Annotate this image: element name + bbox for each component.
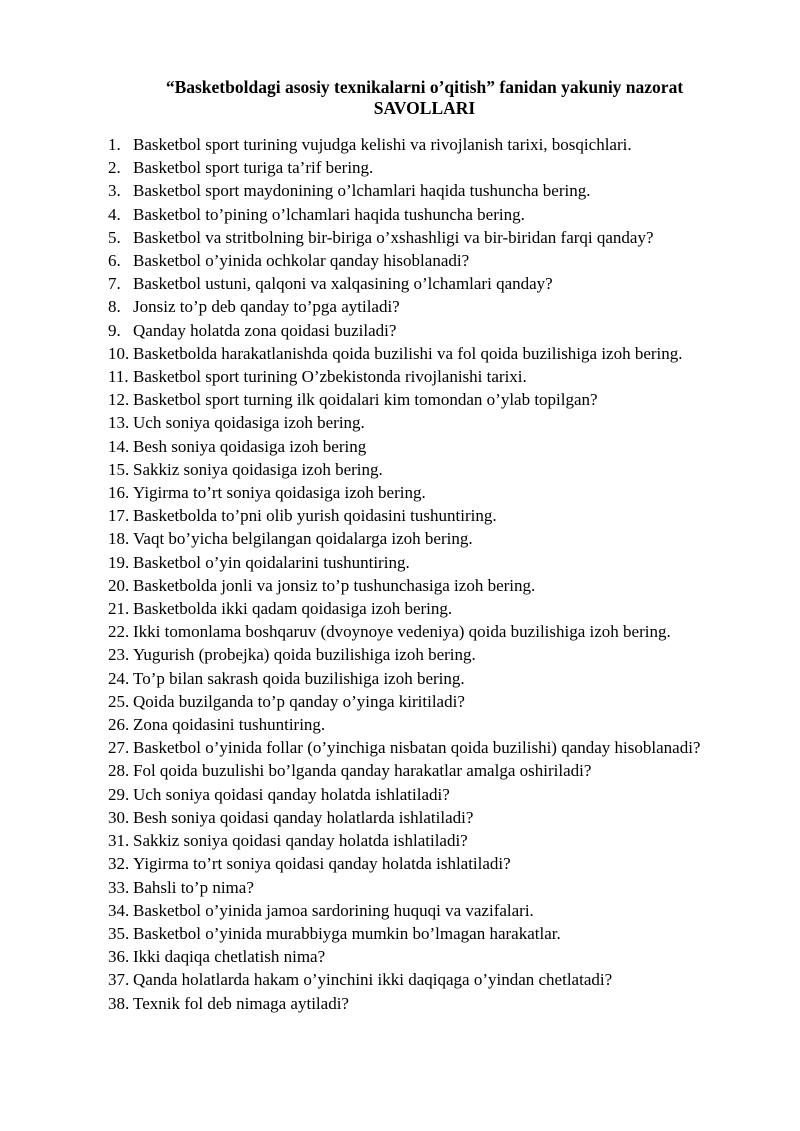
question-number: 23.: [108, 645, 130, 665]
question-list: [108, 133, 744, 1015]
question-text: Qoida buzilganda to’p qanday o’yinga kiritiladi?: [133, 691, 465, 711]
question-text: Bahsli to’p nima?: [133, 877, 254, 897]
question-text: Uch soniya qoidasi qanday holatda ishlatiladi?: [133, 784, 450, 804]
question-text: Qanday holatda zona qoidasi buziladi?: [133, 320, 397, 340]
question-number: 18.: [108, 529, 130, 549]
question-number: 1.: [108, 135, 121, 154]
question-text: Uch soniya qoidasiga izoh bering.: [133, 413, 365, 433]
question-item: [108, 992, 744, 1015]
question-number: 15.: [108, 459, 130, 479]
question-number: 3.: [108, 181, 121, 201]
question-item: [108, 295, 744, 318]
question-item: [108, 249, 744, 272]
question-text: Yigirma to’rt soniya qoidasiga izoh bering.: [133, 483, 426, 503]
question-number: 24.: [108, 668, 130, 688]
question-item: [108, 690, 744, 713]
question-number: 26.: [108, 715, 130, 735]
question-text: Qanda holatlarda hakam o’yinchini ikki daqiqaga o’yindan chetlatadi?: [133, 970, 613, 990]
question-item: [108, 783, 744, 806]
question-number: 5.: [108, 227, 121, 247]
question-item: [108, 551, 744, 574]
question-number: 37.: [108, 970, 130, 990]
question-text: Basketbol o’yinida murabbiyga mumkin bo’lmagan harakatlar.: [133, 923, 561, 943]
question-item: [108, 481, 744, 504]
question-item: [108, 852, 744, 875]
question-text: Ikki tomonlama boshqaruv (dvoynoye vedeniya) qoida buzilishiga izoh bering.: [133, 622, 671, 642]
question-number: 21.: [108, 599, 130, 619]
question-text: Sakkiz soniya qoidasiga izoh bering.: [133, 459, 383, 479]
question-number: 34.: [108, 900, 130, 920]
question-text: Basketbol sport turining vujudga kelishi va rivojlanish tarixi, bosqichlari.: [133, 135, 632, 154]
question-text: Jonsiz to’p deb qanday to’pga aytiladi?: [133, 297, 400, 317]
question-item: [108, 736, 744, 759]
question-item: [108, 945, 744, 968]
question-number: 38.: [108, 993, 130, 1013]
question-text: Basketbol sport turning ilk qoidalari kim tomondan o’ylab topilgan?: [133, 390, 598, 410]
question-number: 36.: [108, 947, 130, 967]
question-item: [108, 435, 744, 458]
question-item: [108, 365, 744, 388]
question-number: 9.: [108, 320, 121, 340]
question-text: To’p bilan sakrash qoida buzilishiga izoh bering.: [133, 668, 465, 688]
question-text: Basketbol va stritbolning bir-biriga o’xshashligi va bir-biridan farqi qanday?: [133, 227, 654, 247]
question-item: [108, 203, 744, 226]
question-text: Basketbol o’yinida jamoa sardorining huquqi va vazifalari.: [133, 900, 534, 920]
question-number: 33.: [108, 877, 130, 897]
question-number: 31.: [108, 831, 130, 851]
question-text: Basketbol sport maydonining o’lchamlari haqida tushuncha bering.: [133, 181, 591, 201]
question-number: 17.: [108, 506, 130, 526]
question-item: [108, 179, 744, 202]
question-text: Basketbol to’pining o’lchamlari haqida tushuncha bering.: [133, 204, 525, 224]
question-text: Vaqt bo’yicha belgilangan qoidalarga izoh bering.: [133, 529, 473, 549]
question-text: Ikki daqiqa chetlatish nima?: [133, 947, 326, 967]
question-text: Basketbolda ikki qadam qoidasiga izoh bering.: [133, 599, 453, 619]
question-text: Zona qoidasini tushuntiring.: [133, 715, 326, 735]
question-text: Yugurish (probejka) qoida buzilishiga izoh bering.: [133, 645, 476, 665]
question-text: Basketbolda to’pni olib yurish qoidasini tushuntiring.: [133, 506, 497, 526]
question-item: [108, 643, 744, 666]
question-item: [108, 899, 744, 922]
title-line-1: “Basketboldagi asosiy texnikalarni o’qitish” fanidan yakuniy nazorat: [165, 77, 684, 97]
question-item: [108, 272, 744, 295]
question-text: Besh soniya qoidasiga izoh bering: [133, 436, 367, 456]
question-item: [108, 968, 744, 991]
question-number: 4.: [108, 204, 121, 224]
question-item: [108, 876, 744, 899]
question-number: 14.: [108, 436, 130, 456]
question-text: Sakkiz soniya qoidasi qanday holatda ishlatiladi?: [133, 831, 468, 851]
question-number: 19.: [108, 552, 130, 572]
question-number: 35.: [108, 923, 130, 943]
question-item: [108, 667, 744, 690]
question-number: 22.: [108, 622, 130, 642]
question-text: Basketbolda jonli va jonsiz to’p tushunchasiga izoh bering.: [133, 575, 536, 595]
question-number: 2.: [108, 158, 121, 178]
question-number: 32.: [108, 854, 130, 874]
title-line-2: SAVOLLARI: [373, 98, 476, 118]
question-item: [108, 713, 744, 736]
document-title: [96, 77, 753, 119]
question-number: 7.: [108, 274, 121, 294]
question-item: [108, 411, 744, 434]
question-text: Basketbol sport turining O’zbekistonda rivojlanishi tarixi.: [133, 367, 527, 387]
question-text: Basketbol ustuni, qalqoni va xalqasining o’lchamlari qanday?: [133, 274, 553, 294]
question-number: 6.: [108, 251, 121, 271]
question-item: [108, 922, 744, 945]
question-text: Fol qoida buzulishi bo’lganda qanday harakatlar amalga oshiriladi?: [133, 761, 592, 781]
question-number: 12.: [108, 390, 130, 410]
question-number: 27.: [108, 738, 130, 758]
question-item: [108, 458, 744, 481]
question-item: [108, 620, 744, 643]
question-item: [108, 574, 744, 597]
question-text: Basketbol o’yin qoidalarini tushuntiring.: [133, 552, 410, 572]
question-item: [108, 226, 744, 249]
question-item: [108, 156, 744, 179]
question-number: 16.: [108, 483, 130, 503]
question-number: 13.: [108, 413, 130, 433]
question-item: [108, 829, 744, 852]
question-number: 8.: [108, 297, 121, 317]
question-item: [108, 319, 744, 342]
question-text: Basketbol sport turiga ta’rif bering.: [133, 158, 374, 178]
question-number: 28.: [108, 761, 130, 781]
question-item: [108, 504, 744, 527]
question-item: [108, 759, 744, 782]
question-item: [108, 806, 744, 829]
question-item: [108, 342, 744, 365]
question-number: 10.: [108, 343, 130, 363]
question-text: Texnik fol deb nimaga aytiladi?: [133, 993, 349, 1013]
question-item: [108, 133, 744, 156]
question-item: [108, 597, 744, 620]
question-text: Yigirma to’rt soniya qoidasi qanday holatda ishlatiladi?: [133, 854, 511, 874]
question-item: [108, 388, 744, 411]
question-text: Basketbol o’yinida follar (o’yinchiga nisbatan qoida buzilishi) qanday hisoblanadi?: [133, 738, 701, 758]
question-text: Basketbol o’yinida ochkolar qanday hisoblanadi?: [133, 251, 470, 271]
question-item: [108, 527, 744, 550]
question-text: Basketbolda harakatlanishda qoida buzilishi va fol qoida buzilishiga izoh bering.: [133, 343, 683, 363]
question-number: 11.: [108, 367, 129, 387]
question-number: 29.: [108, 784, 130, 804]
question-number: 25.: [108, 691, 130, 711]
question-number: 20.: [108, 575, 130, 595]
question-number: 30.: [108, 807, 130, 827]
question-text: Besh soniya qoidasi qanday holatlarda ishlatiladi?: [133, 807, 474, 827]
